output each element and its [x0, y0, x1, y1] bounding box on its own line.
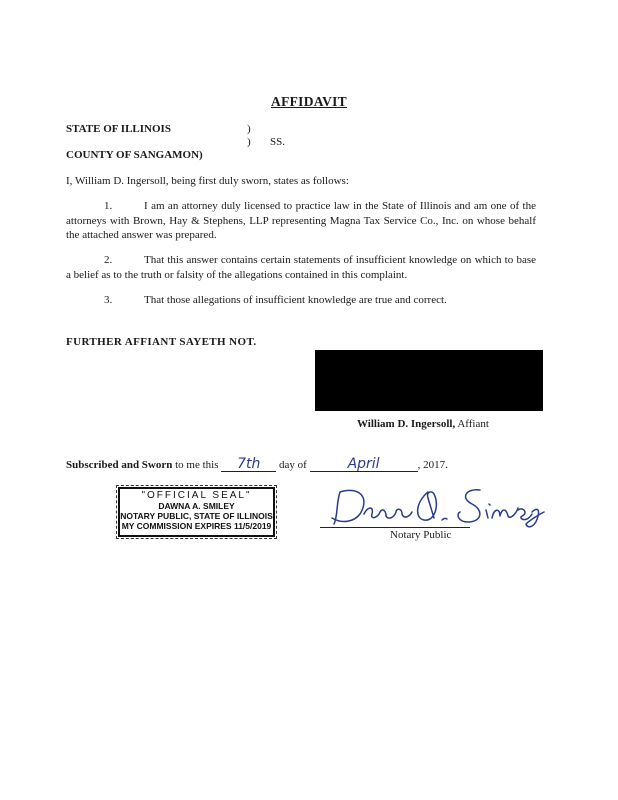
- seal-commission: MY COMMISSION EXPIRES 11/5/2019: [121, 521, 272, 531]
- paragraph-2-number: 2.: [104, 254, 113, 266]
- intro-statement: I, William D. Ingersoll, being first duly sworn, states as follows:: [66, 175, 349, 187]
- affiant-name: William D. Ingersoll,: [357, 418, 456, 430]
- paragraph-1: [66, 199, 536, 243]
- affiant-role: Affiant: [457, 418, 489, 430]
- redacted-signature-block: [315, 350, 543, 411]
- sworn-year: , 2017.: [417, 459, 448, 471]
- seal-notary-state: NOTARY PUBLIC, STATE OF ILLINOIS: [120, 511, 273, 521]
- notary-signature-line: [320, 527, 470, 528]
- venue-paren-2: ): [247, 136, 251, 148]
- paragraph-2: [66, 253, 536, 282]
- sworn-to-me: to me this: [175, 459, 219, 471]
- venue-ss: SS.: [270, 136, 285, 148]
- paragraph-2-text: That this answer contains certain statements of insufficient knowledge on which to base a belief as to the truth or falsity of the allegations contained in this complaint.: [66, 254, 536, 281]
- paragraph-3-text: That those allegations of insufficient knowledge are true and correct.: [144, 294, 447, 306]
- paragraph-1-text: I am an attorney duly licensed to practice law in the State of Illinois and am one of the attorneys with Brown, Hay & Stephens, LLP representing Magna Tax Service Co., Inc. on whose behalf the attached answer was prepared.: [66, 200, 536, 241]
- day-field: 7th: [221, 458, 276, 472]
- month-field: April: [310, 458, 418, 472]
- notary-label: Notary Public: [390, 529, 452, 541]
- paragraph-3-number: 3.: [104, 294, 113, 306]
- notary-signature: [330, 484, 545, 532]
- official-seal-stamp: [118, 487, 275, 537]
- paragraph-3: [66, 293, 536, 308]
- venue-state: STATE OF ILLINOIS: [66, 123, 171, 135]
- document-title: AFFIDAVIT: [271, 94, 347, 109]
- seal-heading: "OFFICIAL SEAL": [141, 490, 252, 501]
- sworn-lead: Subscribed and Sworn: [66, 459, 173, 471]
- venue-paren-1: ): [247, 123, 251, 135]
- venue-county: COUNTY OF SANGAMON): [66, 149, 203, 161]
- further-affiant-statement: FURTHER AFFIANT SAYETH NOT.: [66, 336, 257, 348]
- affiant-line: [357, 418, 489, 430]
- sworn-line: [66, 458, 448, 472]
- seal-name: DAWNA A. SMILEY: [158, 501, 235, 511]
- sworn-day-of: day of: [279, 459, 307, 471]
- paragraph-1-number: 1.: [104, 200, 113, 212]
